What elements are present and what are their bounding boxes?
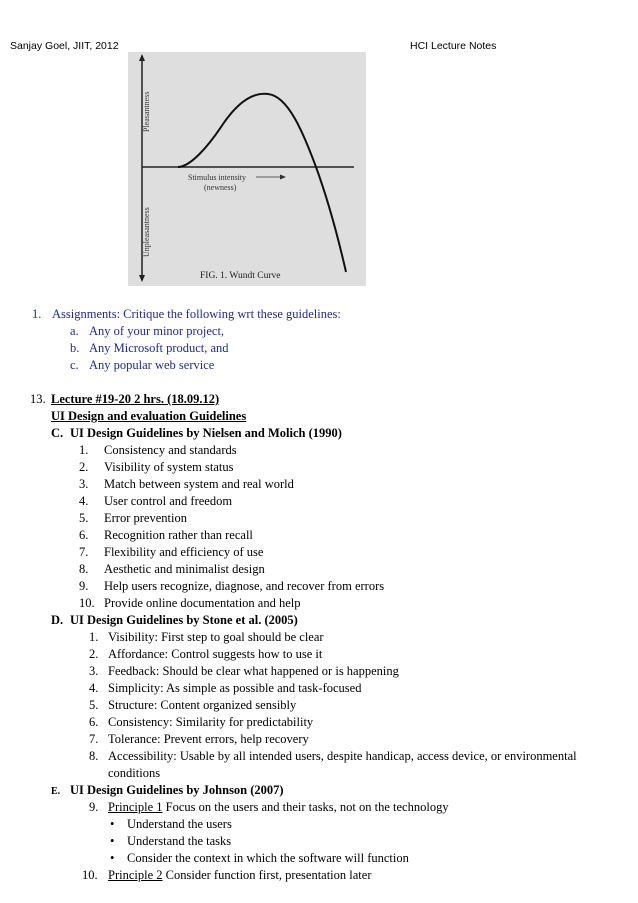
y-axis-down-arrow: [139, 275, 145, 282]
list-item: User control and freedom: [104, 494, 233, 508]
assignment-marker: a.: [70, 324, 79, 338]
list-num: 8.: [79, 562, 89, 576]
principle-2-text: Consider function first, presentation later: [162, 868, 372, 882]
list-num: 9.: [89, 800, 99, 814]
principle-1: [108, 799, 449, 816]
list-num: 8.: [89, 749, 99, 763]
list-item: Tolerance: Prevent errors, help recovery: [108, 732, 309, 746]
assignment-item: Any Microsoft product, and: [89, 341, 229, 355]
y-axis-label-bottom: Unpleasantness: [142, 207, 151, 257]
list-item: Visibility of system status: [104, 460, 234, 474]
assignment-item: Any popular web service: [89, 358, 215, 372]
list-item: Consistency: Similarity for predictability: [108, 715, 314, 729]
list-num: 6.: [79, 528, 89, 542]
lecture-num: 13.: [30, 392, 46, 406]
list-num: 4.: [89, 681, 99, 695]
list-num: 7.: [89, 732, 99, 746]
wundt-curve-figure: [128, 52, 366, 286]
assignments-num: 1.: [32, 307, 42, 321]
x-axis-sublabel: (newness): [204, 183, 237, 192]
section-c-marker: C.: [51, 426, 64, 440]
list-item: Recognition rather than recall: [104, 528, 253, 542]
principle-2-label: Principle 2: [108, 868, 163, 882]
principle-1-label: Principle 1: [108, 800, 163, 814]
list-num: 3.: [89, 664, 99, 678]
list-num: 6.: [89, 715, 99, 729]
list-num: 9.: [79, 579, 89, 593]
list-item: Simplicity: As simple as possible and task-focused: [108, 681, 362, 695]
list-item: Flexibility and efficiency of use: [104, 545, 264, 559]
list-num: 2.: [79, 460, 89, 474]
section-d-title: UI Design Guidelines by Stone et al. (2005): [70, 613, 298, 627]
list-item: Aesthetic and minimalist design: [104, 562, 265, 576]
list-item: Visibility: First step to goal should be clear: [108, 630, 324, 644]
list-num: 10.: [79, 596, 95, 610]
principle-2: [108, 867, 372, 884]
lecture-title: Lecture #19-20 2 hrs. (18.09.12): [51, 392, 220, 406]
list-num: 2.: [89, 647, 99, 661]
x-axis-label-arrowhead: [280, 175, 286, 180]
list-item: Error prevention: [104, 511, 187, 525]
bullet-icon: •: [110, 851, 115, 865]
list-item: Affordance: Control suggests how to use it: [108, 647, 323, 661]
y-axis-up-arrow: [139, 54, 145, 61]
list-num: 4.: [79, 494, 89, 508]
header-course: HCI Lecture Notes: [410, 40, 497, 52]
bullet-item: Understand the tasks: [127, 834, 232, 848]
x-axis-label: Stimulus intensity: [188, 173, 247, 182]
y-axis-label-top: Pleasantness: [142, 91, 151, 132]
list-item-continued: conditions: [108, 766, 161, 780]
bullet-icon: •: [110, 834, 115, 848]
list-item: Provide online documentation and help: [104, 596, 301, 610]
assignments-text: Assignments: Critique the following wrt these guidelines:: [52, 307, 341, 321]
list-item: Match between system and real world: [104, 477, 294, 491]
list-item: Consistency and standards: [104, 443, 237, 457]
list-num: 7.: [79, 545, 89, 559]
section-d-marker: D.: [51, 613, 64, 627]
bullet-icon: •: [110, 817, 115, 831]
assignment-marker: c.: [70, 358, 79, 372]
assignment-item: Any of your minor project,: [89, 324, 225, 338]
list-item: Accessibility: Usable by all intended users, despite handicap, access device, or environmental: [108, 749, 577, 763]
list-item: Feedback: Should be clear what happened or is happening: [108, 664, 399, 678]
list-num: 10.: [82, 868, 98, 882]
list-item: Help users recognize, diagnose, and recover from errors: [104, 579, 385, 593]
list-num: 5.: [89, 698, 99, 712]
section-e-title: UI Design Guidelines by Johnson (2007): [70, 783, 284, 797]
wundt-curve-chart: [128, 52, 366, 286]
lecture-subtitle: UI Design and evaluation Guidelines: [51, 409, 247, 423]
figure-caption: FIG. 1. Wundt Curve: [200, 271, 281, 281]
bullet-item: Consider the context in which the software will function: [127, 851, 409, 865]
list-item: Structure: Content organized sensibly: [108, 698, 297, 712]
list-num: 3.: [79, 477, 89, 491]
section-c-title: UI Design Guidelines by Nielsen and Molich (1990): [70, 426, 342, 440]
list-num: 1.: [89, 630, 99, 644]
list-num: 1.: [79, 443, 89, 457]
header-author: Sanjay Goel, JIIT, 2012: [10, 40, 119, 52]
bullet-item: Understand the users: [127, 817, 232, 831]
section-e-marker: E.: [51, 786, 61, 797]
assignment-marker: b.: [70, 341, 80, 355]
principle-1-text: Focus on the users and their tasks, not on the technology: [162, 800, 449, 814]
list-num: 5.: [79, 511, 89, 525]
